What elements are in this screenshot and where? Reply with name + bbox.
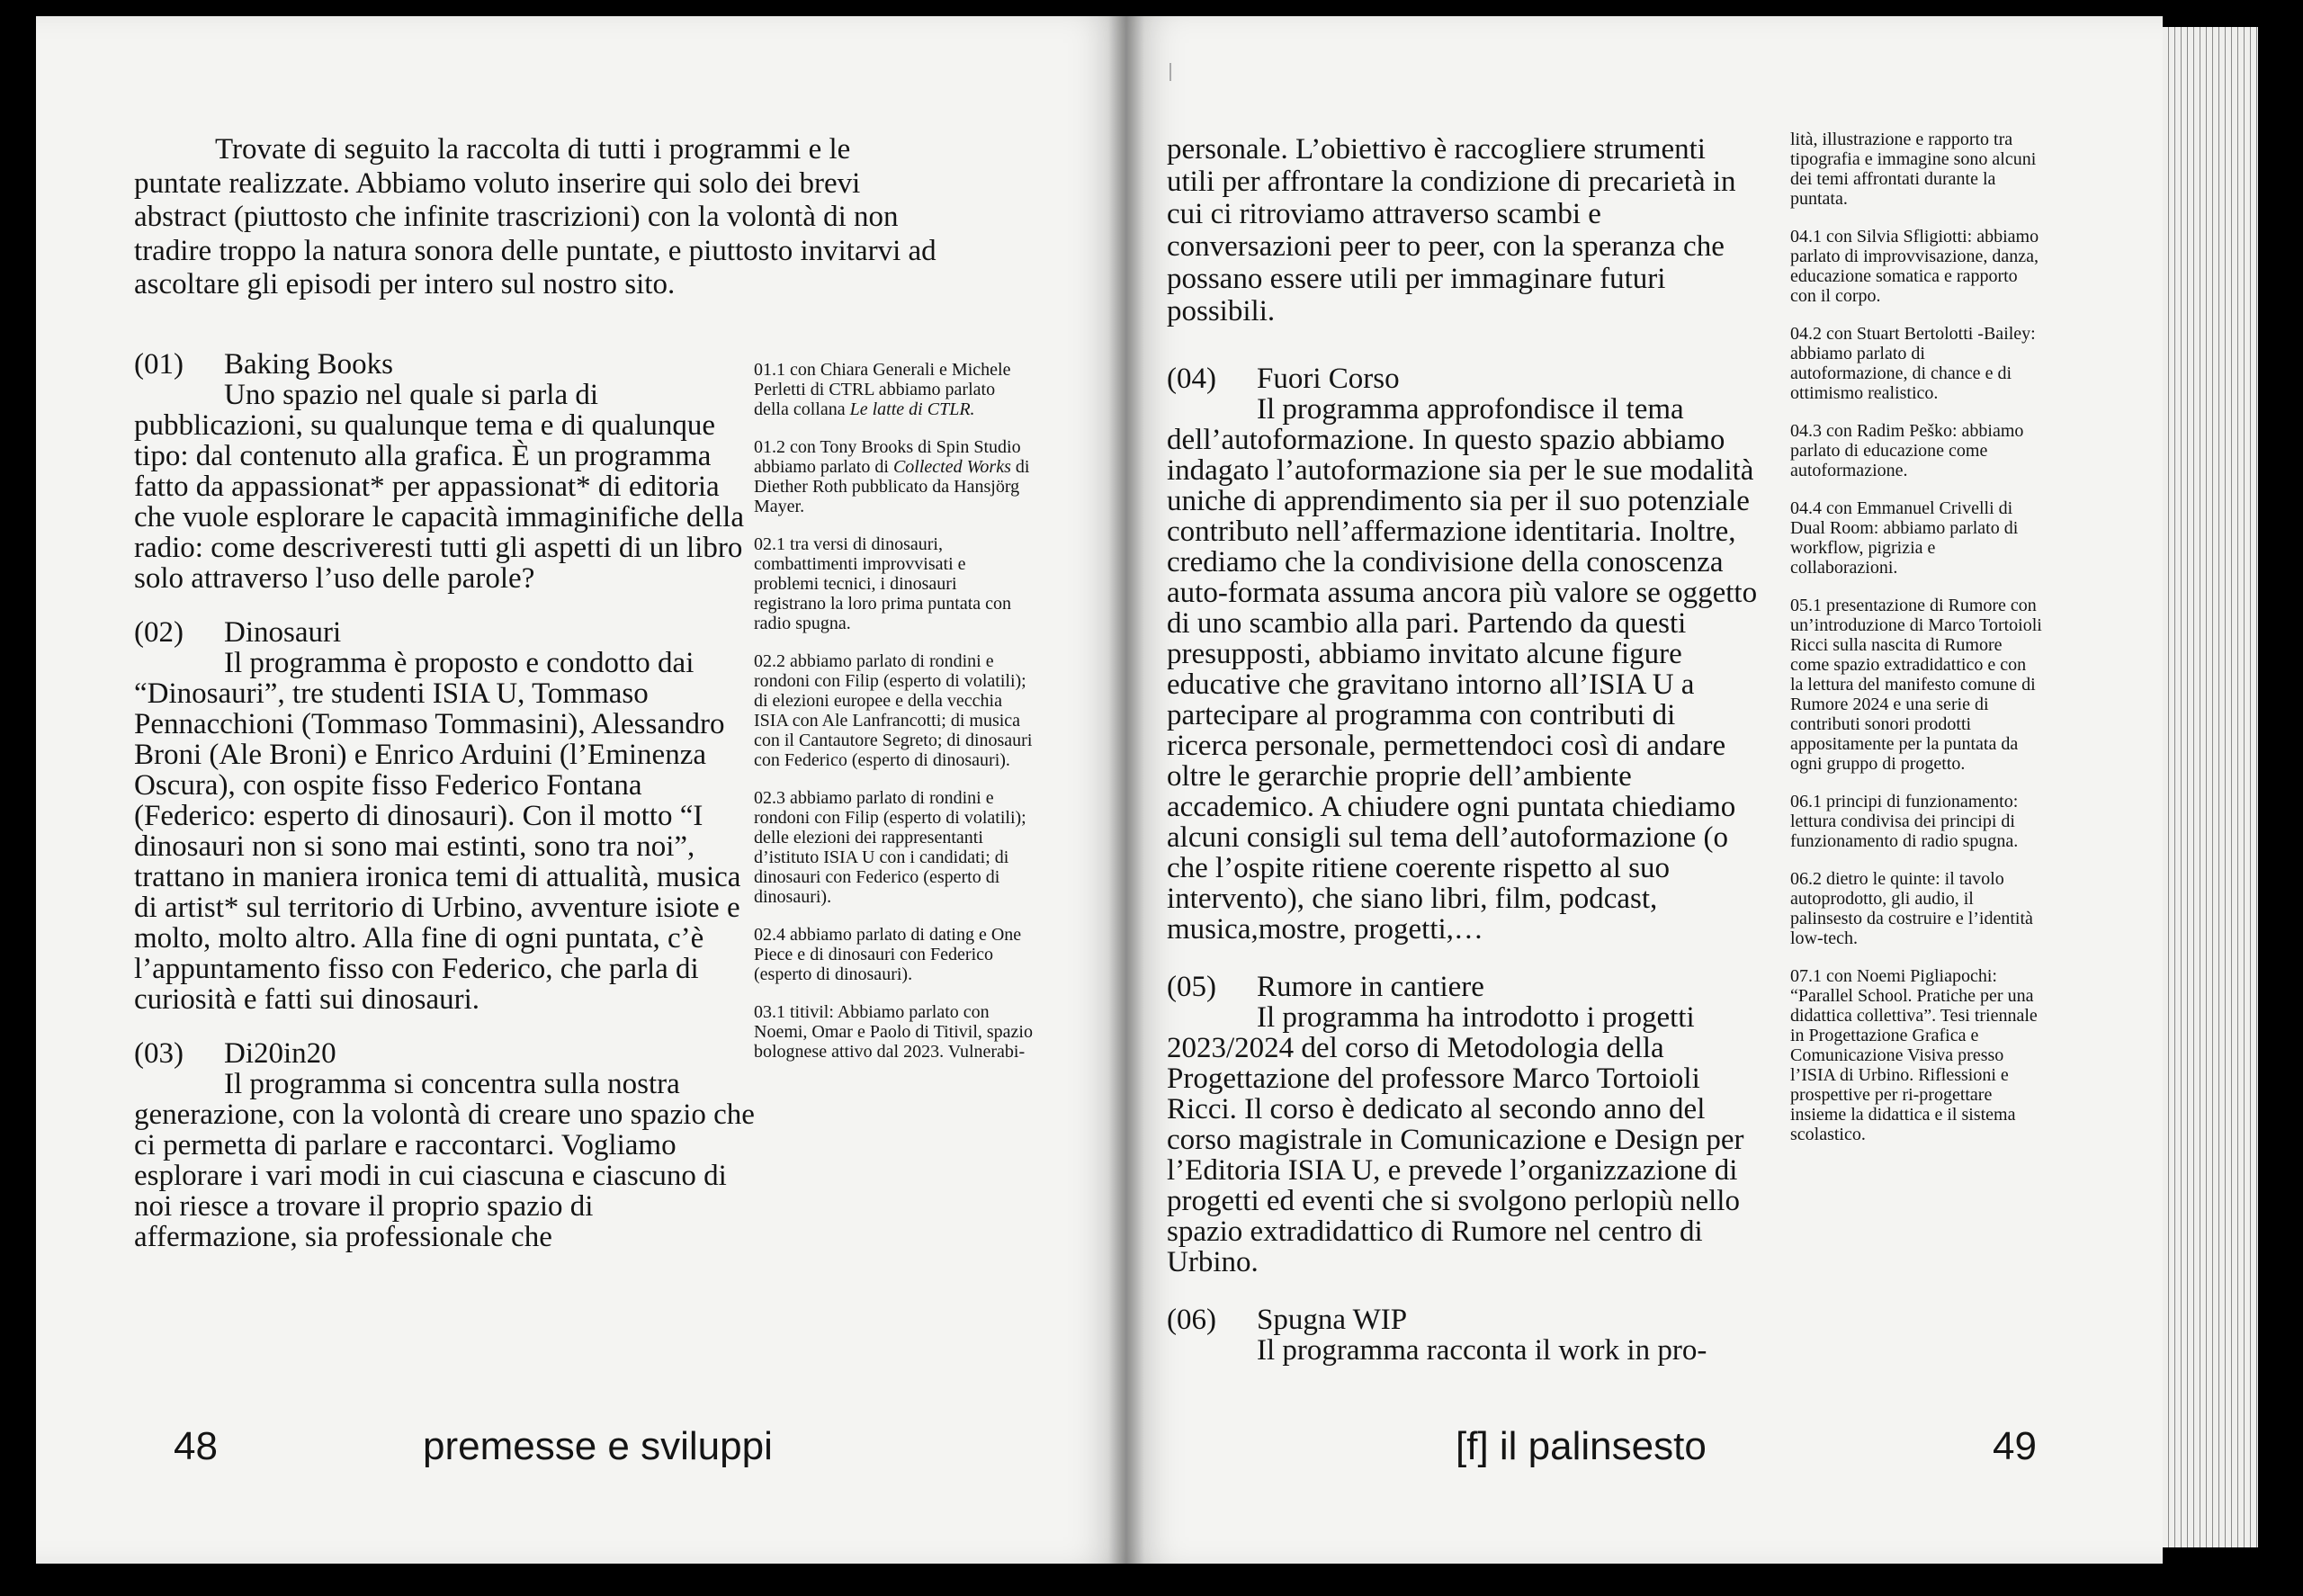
section-number: (04) (1167, 363, 1216, 395)
section-title: Fuori Corso (1257, 363, 1400, 395)
right-sidenotes (1790, 130, 2042, 1144)
section-01 (134, 349, 755, 594)
section-title: Rumore in cantiere (1257, 971, 1484, 1003)
sidenote: 04.1 con Silvia Sfligiotti: abbiamo parlato di improvvisazione, danza, educazione somatica e rapporto con il corpo. (1790, 227, 2039, 306)
sidenote: 07.1 con Noemi Pigliapochi: “Parallel School. Pratiche per una didattica collettiva”. Tesi triennale in Progettazione Grafica e Comunicazione Visiva presso l’ISIA di Urbino. Riflessioni e prospettive per ri-progettare insieme la didattica e il sistema scolastico. (1790, 966, 2038, 1144)
left-sidenotes (754, 360, 1033, 1062)
running-title-right: [f] il palinsesto (1456, 1424, 1707, 1468)
sidenote: 02.1 tra versi di dinosauri, combattimenti improvvisati e problemi tecnici, i dinosauri registrano la loro prima puntata con radio spugna. (754, 534, 1012, 633)
continuation-paragraph: personale. L’obiettivo è raccogliere strumenti utili per affrontare la condizione di precarietà in cui ci ritroviamo attraverso scambi e conversazioni peer to peer, con la speranza che possano essere utili per immaginare futuri possibili. (1167, 133, 1736, 327)
section-number: (01) (134, 348, 184, 381)
sidenote: 06.2 dietro le quinte: il tavolo autoprodotto, gli audio, il palinsesto da costruire e l’identità low-tech. (1790, 869, 2033, 948)
section-body: Il programma ha introdotto i progetti 2023/2024 del corso di Metodologia della Progettazione del professore Marco Tortoioli Ricci. Il corso è dedicato al secondo anno del corso magistrale in Comunicazione e Design per l’Editoria ISIA U, e prevede l’organizzazione di progetti ed eventi che si svolgono perlopiù nello spazio extradidattico di Rumore nel centro di Urbino. (1167, 1001, 1744, 1278)
sidenote: 03.1 titivil: Abbiamo parlato con Noemi, Omar e Paolo di Titivil, spazio bolognese attivo dal 2023. Vulnerabi- (754, 1002, 1033, 1062)
section-number: (06) (1167, 1304, 1216, 1336)
section-title: Dinosauri (224, 616, 342, 649)
section-title: Di20in20 (224, 1037, 336, 1070)
sidenote: 04.3 con Radim Peško: abbiamo parlato di educazione come autoformazione. (1790, 421, 2024, 480)
section-number: (02) (134, 616, 184, 649)
section-title: Spugna WIP (1257, 1304, 1408, 1336)
section-04 (1167, 363, 1761, 945)
sidenote: 02.2 abbiamo parlato di rondini e rondoni con Filip (esperto di volatili); di elezioni europee e della vecchia ISIA con Ale Lanfrancotti; di musica con il Cantautore Segreto; di dinosauri con Federico (esperto di dinosauri). (754, 651, 1033, 770)
page-number-left: 48 (174, 1424, 218, 1468)
sidenote: lità, illustrazione e rapporto tra tipografia e immagine sono alcuni dei temi affrontati durante la puntata. (1790, 130, 2037, 209)
section-06 (1167, 1305, 1761, 1366)
section-body: Uno spazio nel quale si parla di pubblicazioni, su qualunque tema e di qualunque tipo: dal contenuto alla grafica. È un programma fatto da appassionat* per appassionat* di editoria che vuole esplorare le capacità immaginifiche della radio: come descriveresti tutti gli aspetti di un libro solo attraverso l’uso delle parole? (134, 379, 744, 595)
intro-paragraph: Trovate di seguito la raccolta di tutti i programmi e le puntate realizzate. Abbiamo voluto inserire qui solo dei brevi abstract (piuttosto che infinite trascrizioni) con la volontà di non tradire troppo la natura sonora delle puntate, e piuttosto invitarvi ad ascoltare gli episodi per intero sul nostro sito. (134, 133, 936, 300)
page-number-right: 49 (1993, 1424, 2037, 1468)
section-body: Il programma è proposto e condotto dai “Dinosauri”, tre studenti ISIA U, Tommaso Pennacchioni (Tommaso Tommasini), Alessandro Broni (Ale Broni) e Enrico Arduini (l’Eminenza Oscura), con ospite fisso Federico Fontana (Federico: esperto di dinosauri). Con il motto “I dinosauri non si sono mai estinti, sono tra noi”, trattano in maniera ironica temi di attualità, musica di artist* sul territorio di Urbino, avventure isiote e molto, molto altro. Alla fine di ogni puntata, c’è l’appuntamento fisso con Federico, che parla di curiosità e fatti sui dinosauri. (134, 647, 741, 1016)
section-body: Il programma racconta il work in pro- (1257, 1334, 1707, 1367)
sidenote: 06.1 principi di funzionamento: lettura condivisa dei principi di funzionamento di radio spugna. (1790, 792, 2019, 851)
sidenote: 04.2 con Stuart Bertolotti -Bailey: abbiamo parlato di autoformazione, di chance e di ottimismo realistico. (1790, 324, 2036, 403)
sidenote: 05.1 presentazione di Rumore con un’introduzione di Marco Tortoioli Ricci sulla nascita di Rumore come spazio extradidattico e con la lettura del manifesto comune di Rumore 2024 e una serie di contributi sonori prodotti appositamente per la puntata da ogni gruppo di progetto. (1790, 596, 2042, 774)
section-title: Baking Books (224, 348, 393, 381)
section-02 (134, 617, 755, 1015)
page-edges (2163, 27, 2258, 1547)
section-body: Il programma si concentra sulla nostra generazione, con la volontà di creare uno spazio che ci permetta di parlare e raccontarci. Vogliamo esplorare i vari modi in cui ciascuna e ciascuno di noi riesce a trovare il proprio spazio di affermazione, sia professionale che (134, 1068, 755, 1253)
section-03 (134, 1038, 755, 1252)
pencil-mark (1169, 63, 1171, 81)
sidenote: 02.3 abbiamo parlato di rondini e rondoni con Filip (esperto di volatili); delle elezioni dei rappresentanti d’istituto ISIA U con i candidati; di dinosauri con Federico (esperto di dinosauri). (754, 788, 1026, 907)
sidenote: 01.1 con Chiara Generali e Michele Perletti di CTRL abbiamo parlato della collana Le latte di CTLR. (754, 360, 1011, 419)
sidenote: 04.4 con Emmanuel Crivelli di Dual Room: abbiamo parlato di workflow, pigrizia e collaborazioni. (1790, 498, 2019, 578)
running-title-left: premesse e sviluppi (423, 1424, 773, 1468)
right-main-column (1167, 133, 1761, 1366)
section-05 (1167, 972, 1761, 1278)
left-main-column (134, 349, 755, 1252)
section-number: (03) (134, 1037, 184, 1070)
section-number: (05) (1167, 971, 1216, 1003)
sidenote: 01.2 con Tony Brooks di Spin Studio abbiamo parlato di Collected Works di Diether Roth pubblicato da Hansjörg Mayer. (754, 437, 1030, 516)
sidenote: 02.4 abbiamo parlato di dating e One Piece e di dinosauri con Federico (esperto di dinosauri). (754, 925, 1022, 984)
section-body: Il programma approfondisce il tema dell’autoformazione. In questo spazio abbiamo indagato l’autoformazione sia per le sue modalità uniche di apprendimento sia per il suo potenziale contributo nell’affermazione identitaria. Inoltre, crediamo che la condivisione della conoscenza auto-formata assuma ancora più valore se oggetto di uno scambio alla pari. Partendo da questi presupposti, abbiamo invitato alcune figure educative che gravitano intorno all’ISIA U a partecipare al programma con contributi di ricerca personale, permettendoci così di andare oltre le gerarchie proprie dell’ambiente accademico. A chiudere ogni puntata chiediamo alcuni consigli sul tema dell’autoformazione (o che l’ospite ritiene coerente rispetto al suo intervento), che siano libri, film, podcast, musica,mostre, progetti,… (1167, 393, 1758, 946)
